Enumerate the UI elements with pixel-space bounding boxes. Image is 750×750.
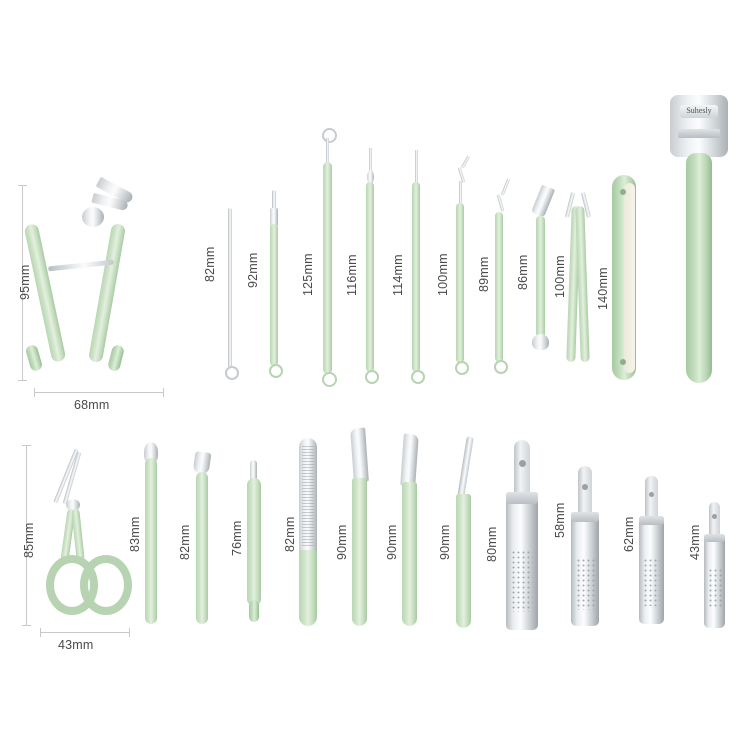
curved-pick-tip (461, 155, 471, 169)
cuticle-pusher-blade (531, 184, 555, 217)
angled-knife-blade (350, 428, 369, 483)
double-pusher-tail (249, 600, 259, 622)
cuticle-pusher (528, 186, 554, 372)
callus-shaver-brand-plate: Suhesly (680, 105, 718, 118)
callus-shaver-blade-slot (678, 129, 720, 138)
blackhead-needle (268, 190, 280, 378)
medium-clipper-pivot-pin (582, 484, 588, 490)
small-nail-clipper (634, 476, 670, 624)
blackhead-needle-ring (269, 364, 283, 378)
scissors-ring-right (80, 555, 132, 615)
nipper-pivot (82, 207, 104, 227)
nail-file-flat-handle (299, 550, 317, 626)
dim-label-curved-knife: 90mm (438, 524, 452, 560)
large-clipper-jaw (506, 492, 538, 504)
comedone-extractor (364, 148, 376, 386)
folding-file-rivet-bottom (620, 359, 626, 365)
nail-file-needle (225, 208, 235, 378)
folding-file-rivet-top (620, 189, 626, 195)
folding-nail-file (608, 175, 642, 380)
small-clipper-grip (643, 558, 660, 606)
blackhead-remover-pin (410, 150, 422, 386)
nipper-handle-tip-right (107, 344, 125, 372)
blackhead-pin-tip (415, 150, 418, 184)
dim-label-needle-file: 82mm (203, 246, 217, 282)
dim-label-nail-file-flat: 82mm (283, 516, 297, 552)
small-clipper-jaw (639, 516, 664, 525)
measure-cap-95mm-top (18, 185, 27, 186)
comedone-extractor-handle (366, 182, 374, 372)
medium-nail-clipper (566, 466, 604, 626)
small-clipper-pivot-pin (649, 492, 654, 497)
nipper-handle-right (88, 223, 126, 363)
dim-label-v-pusher: 82mm (178, 524, 192, 560)
dim-label-mini-clipper: 43mm (688, 524, 702, 560)
cuticle-pusher-spoon (532, 334, 549, 350)
angled-pick-ring (494, 360, 508, 374)
blackhead-needle-handle (270, 224, 278, 366)
dim-label-spoon-pusher: 83mm (128, 516, 142, 552)
double-pusher-handle (247, 478, 261, 606)
curved-cuticle-knife (452, 436, 480, 628)
mini-clipper-pivot-pin (712, 514, 717, 519)
measure-cap-95mm-bottom (18, 380, 27, 381)
angled-pick (490, 178, 512, 376)
dim-label-comedone-extractor: 116mm (345, 254, 359, 296)
angled-pick-tip (501, 178, 511, 196)
dim-label-scissors-width: 43mm (58, 638, 94, 652)
mini-nail-clipper (700, 502, 730, 628)
nipper-handle-tip-left (25, 344, 44, 372)
comedone-extractor-ring (365, 370, 379, 384)
curved-pick-handle (456, 203, 464, 363)
needle-file-ring (225, 366, 239, 380)
mini-clipper-jaw (704, 534, 725, 542)
flat-knife-handle (402, 482, 417, 626)
curved-knife-handle (456, 494, 471, 628)
dim-label-medium-clipper: 58mm (553, 502, 567, 538)
curved-pick (450, 155, 472, 377)
measure-line-68mm (34, 392, 164, 393)
dim-label-tweezers: 100mm (553, 255, 567, 298)
large-nail-clipper (498, 440, 544, 630)
dim-label-folding-file: 140mm (596, 267, 610, 310)
folding-file-emery-strip (624, 183, 635, 373)
measure-cap-68mm-right (163, 388, 164, 397)
callus-shaver-handle (686, 153, 712, 383)
dim-label-nipper-length: 95mm (18, 264, 32, 300)
dim-label-blackhead-needle: 92mm (246, 252, 260, 288)
curved-scissors (40, 445, 130, 625)
loop-extractor-long (320, 128, 334, 390)
measure-cap-85mm-top (22, 445, 31, 446)
dim-label-angled-knife: 90mm (335, 524, 349, 560)
measure-cap-43mm-right (129, 628, 130, 637)
medium-clipper-grip (576, 558, 595, 610)
dim-label-loop-extractor: 125mm (301, 253, 315, 296)
flat-knife-blade (400, 434, 419, 487)
measure-cap-85mm-bottom (22, 625, 31, 626)
dim-label-flat-knife: 90mm (385, 524, 399, 560)
scissors-shank-right (71, 509, 84, 562)
angled-knife-handle (352, 478, 367, 626)
flat-cuticle-knife (398, 434, 422, 626)
dim-label-angled-pick: 89mm (477, 256, 491, 292)
mini-clipper-grip (708, 568, 722, 608)
spoon-pusher-handle (145, 458, 157, 624)
angled-pick-bend (497, 194, 505, 212)
dim-label-large-clipper: 80mm (485, 526, 499, 562)
cuticle-nipper (34, 185, 149, 380)
callus-shaver (668, 95, 730, 385)
double-ended-pusher (244, 460, 264, 622)
loop-extractor-ring (322, 372, 337, 387)
blackhead-pin-handle (412, 182, 420, 372)
dim-label-double-pusher: 76mm (230, 520, 244, 556)
nail-file-flat-texture (302, 446, 314, 546)
curved-pick-ring (455, 361, 469, 375)
measure-cap-43mm-left (40, 628, 41, 637)
large-clipper-pivot-pin (519, 460, 526, 467)
dim-label-scissors-length: 85mm (22, 522, 36, 558)
large-clipper-grip (511, 550, 533, 612)
curved-knife-blade (457, 436, 474, 498)
v-cuticle-pusher (192, 452, 212, 624)
medium-clipper-jaw (571, 512, 599, 522)
tweezers (566, 192, 592, 382)
spoon-pusher (142, 442, 160, 624)
loop-extractor-handle (323, 162, 332, 374)
angled-cuticle-knife (348, 428, 372, 626)
dim-label-blackhead-pin: 114mm (391, 254, 405, 296)
nail-file-flat (296, 438, 320, 626)
needle-file-shaft (228, 208, 232, 368)
tweezers-arm-right (575, 206, 589, 362)
blackhead-pin-ring (411, 370, 425, 384)
curved-pick-shaft (459, 181, 462, 205)
loop-extractor-loop (322, 128, 337, 143)
dim-label-curved-pick: 100mm (436, 253, 450, 296)
angled-pick-handle (495, 212, 503, 362)
measure-line-43mm-scissors (40, 632, 130, 633)
measure-cap-68mm-left (34, 388, 35, 397)
dim-label-nipper-width: 68mm (74, 398, 110, 412)
dim-label-cuticle-pusher: 86mm (516, 254, 530, 290)
dim-label-small-clipper: 62mm (622, 516, 636, 552)
cuticle-pusher-handle (536, 216, 545, 338)
v-pusher-handle (196, 472, 208, 624)
loop-extractor-neck (326, 138, 329, 164)
